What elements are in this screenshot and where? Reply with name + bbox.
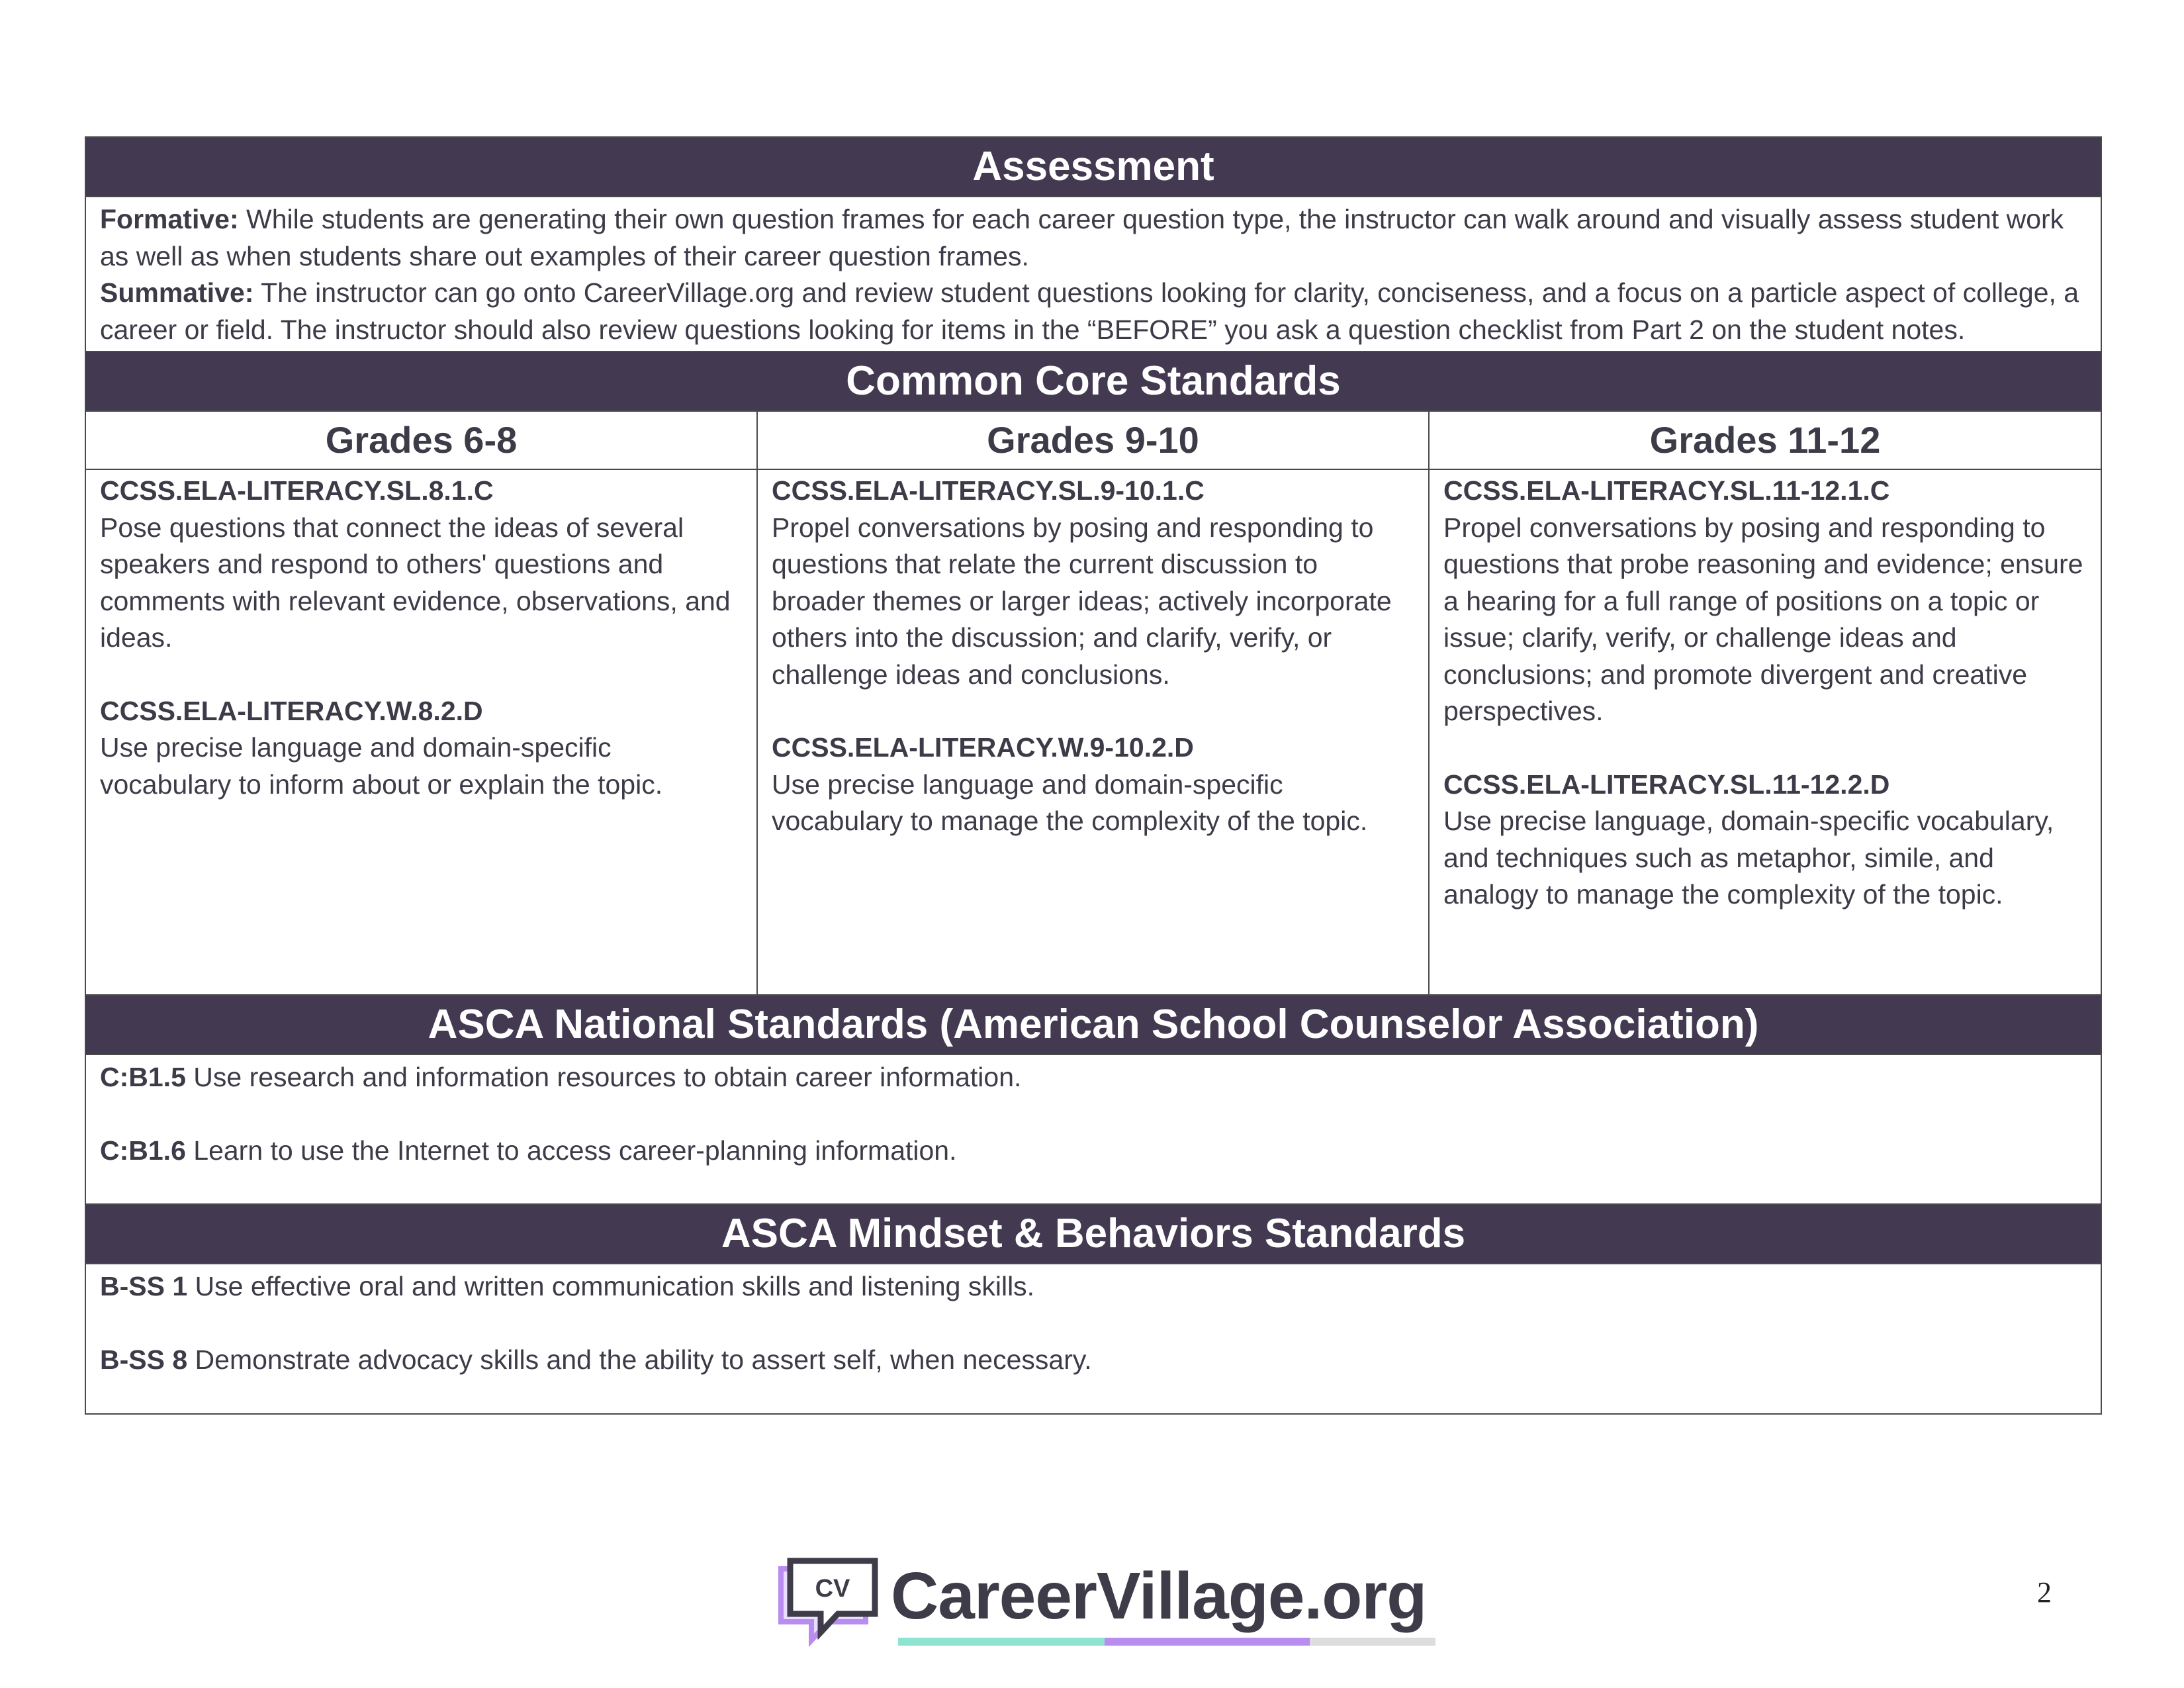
standard-code: CCSS.ELA-LITERACY.SL.9-10.1.C: [772, 475, 1205, 506]
grade-heading: Grades 11-12: [1429, 411, 2101, 469]
logo-underline-gray: [1310, 1638, 1435, 1646]
grade-heading: Grades 9-10: [757, 411, 1429, 469]
asca-national-body: [85, 1055, 2101, 1204]
asca-standard-item: [100, 1133, 2087, 1170]
logo-badge-text: CV: [815, 1575, 850, 1603]
standard-code: CCSS.ELA-LITERACY.SL.11-12.1.C: [1443, 475, 1890, 506]
standard-description: Use precise language, domain-specific vocabulary, and techniques such as metaphor, simile, and analogy to manage the complexity of the topic.: [1443, 806, 2054, 910]
standards-cell-grades-11-12: [1429, 469, 2101, 995]
standard-description: Propel conversations by posing and responding to questions that probe reasoning and evidence; ensure a hearing for a full range of positions on a topic or issue; clarify, verify, or challenge ideas and conclusions; and promote divergent and creative perspectives.: [1443, 512, 2083, 726]
asca-standard-code: C:B1.5: [100, 1062, 186, 1092]
logo-wordmark: CareerVillage.org: [891, 1559, 1427, 1633]
asca-standard-item: [100, 1059, 2087, 1096]
mindset-standard-code: B-SS 1: [100, 1271, 188, 1301]
page-number: 2: [2037, 1576, 2052, 1609]
standard-code: CCSS.ELA-LITERACY.W.9-10.2.D: [772, 732, 1194, 763]
asca-standard-code: C:B1.6: [100, 1135, 186, 1166]
standards-cell-grades-6-8: [85, 469, 757, 995]
mindset-standard-code: B-SS 8: [100, 1344, 188, 1375]
asca-mindset-header: ASCA Mindset & Behaviors Standards: [85, 1204, 2101, 1264]
asca-mindset-body: [85, 1264, 2101, 1414]
asca-standard-text: Use research and information resources to obtain career information.: [185, 1062, 1022, 1092]
careervillage-logo: [776, 1557, 1443, 1650]
standard-description: Use precise language and domain-specific vocabulary to manage the complexity of the topic.: [772, 769, 1368, 836]
mindset-standard-text: Use effective oral and written communication skills and listening skills.: [187, 1271, 1035, 1301]
assessment-body: [85, 197, 2101, 352]
common-core-header: Common Core Standards: [85, 352, 2101, 411]
asca-standard-text: Learn to use the Internet to access career-planning information.: [185, 1135, 957, 1166]
standard-description: Pose questions that connect the ideas of several speakers and respond to others' questions and comments with relevant evidence, observations, and ideas.: [100, 512, 731, 653]
grade-heading: Grades 6-8: [85, 411, 757, 469]
mindset-standard-item: [100, 1268, 2087, 1305]
formative-label: Formative:: [100, 204, 239, 234]
standard-code: CCSS.ELA-LITERACY.SL.11-12.2.D: [1443, 769, 1890, 800]
standard-description: Propel conversations by posing and responding to questions that relate the current discussion to broader themes or larger ideas; actively incorporate others into the discussion; and clarify, verify, or challenge ideas and conclusions.: [772, 512, 1392, 690]
standard-description: Use precise language and domain-specific vocabulary to inform about or explain the topic.: [100, 732, 663, 800]
asca-national-header: ASCA National Standards (American School Counselor Association): [85, 995, 2101, 1055]
logo-underline-purple: [1105, 1638, 1310, 1646]
formative-text: While students are generating their own question frames for each career question type, the instructor can walk around and visually assess student work as well as when students share out examples of their career question frames.: [100, 204, 2064, 271]
assessment-header: Assessment: [85, 137, 2101, 197]
standard-code: CCSS.ELA-LITERACY.W.8.2.D: [100, 695, 483, 726]
standards-cell-grades-9-10: [757, 469, 1429, 995]
summative-label: Summative:: [100, 277, 254, 308]
lesson-standards-table: [85, 136, 2102, 1415]
standard-code: CCSS.ELA-LITERACY.SL.8.1.C: [100, 475, 494, 506]
logo-underline-teal: [898, 1638, 1105, 1646]
mindset-standard-item: [100, 1342, 2087, 1379]
mindset-standard-text: Demonstrate advocacy skills and the ability to assert self, when necessary.: [187, 1344, 1092, 1375]
logo-underline: [776, 1557, 1443, 1650]
summative-text: The instructor can go onto CareerVillage.org and review student questions looking for clarity, conciseness, and a focus on a particle aspect of college, a career or field. The instructor should also review questions looking for items in the “BEFORE” you ask a question checklist from Part 2 on the student notes.: [100, 277, 2079, 345]
